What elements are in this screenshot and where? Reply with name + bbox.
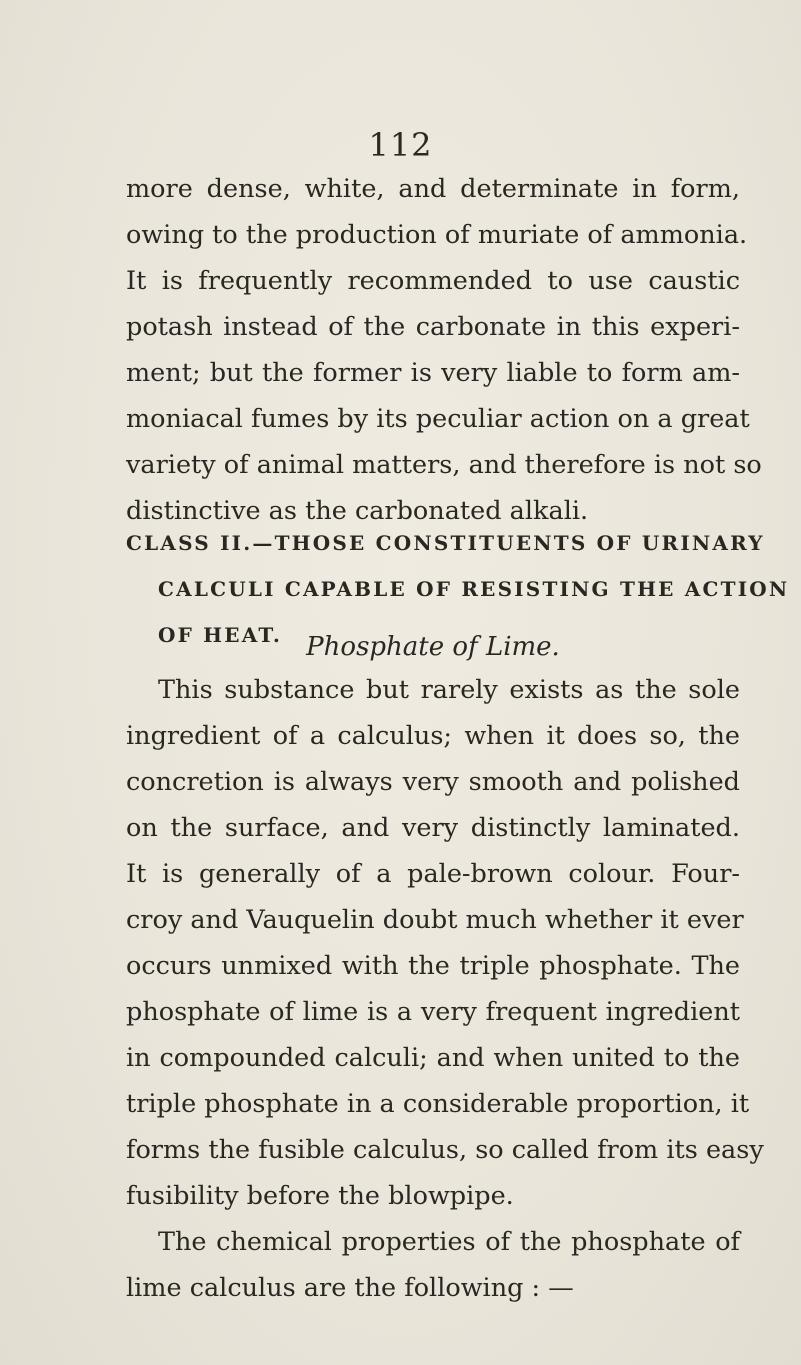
text-line: lime calculus are the following : — (126, 1273, 574, 1303)
text-line: owing to the production of muriate of ammonia. (126, 220, 748, 250)
text-line: ment; but the former is very liable to form am- (126, 358, 740, 388)
text-line: on the surface, and very distinctly laminated. (126, 813, 740, 843)
paragraph-phosphate (126, 667, 764, 1219)
text-line: fusibility before the blowpipe. (126, 1181, 514, 1211)
heading-line: CLASS II.—THOSE CONSTITUENTS OF URINARY (126, 531, 765, 555)
heading-line: OF HEAT. (158, 623, 283, 647)
text-line: The chemical properties of the phosphate of (158, 1227, 740, 1257)
text-line: It is frequently recommended to use caustic (126, 266, 740, 296)
paragraph-properties (126, 1219, 740, 1311)
paragraph-continuation (126, 166, 762, 534)
text-line: variety of animal matters, and therefore is not so (126, 450, 762, 480)
page-number: 112 (368, 126, 433, 164)
text-line: moniacal fumes by its peculiar action on a great (126, 404, 750, 434)
text-line: ingredient of a calculus; when it does so, the (126, 721, 740, 751)
text-line: forms the fusible calculus, so called from its easy (126, 1135, 764, 1165)
text-line: distinctive as the carbonated alkali. (126, 496, 589, 526)
section-subtitle: Phosphate of Lime. (306, 632, 560, 662)
text-line: concretion is always very smooth and polished (126, 767, 740, 797)
text-line: croy and Vauquelin doubt much whether it ever (126, 905, 744, 935)
text-line: phosphate of lime is a very frequent ingredient (126, 997, 740, 1027)
text-line: occurs unmixed with the triple phosphate. The (126, 951, 740, 981)
heading-line: CALCULI CAPABLE OF RESISTING THE ACTION (158, 577, 790, 601)
text-line: potash instead of the carbonate in this experi- (126, 312, 740, 342)
text-line: This substance but rarely exists as the sole (158, 675, 740, 705)
text-line: more dense, white, and determinate in form, (126, 174, 740, 204)
text-line: It is generally of a pale-brown colour. Four- (126, 859, 740, 889)
text-line: triple phosphate in a considerable proportion, it (126, 1089, 750, 1119)
text-line: in compounded calculi; and when united to the (126, 1043, 740, 1073)
